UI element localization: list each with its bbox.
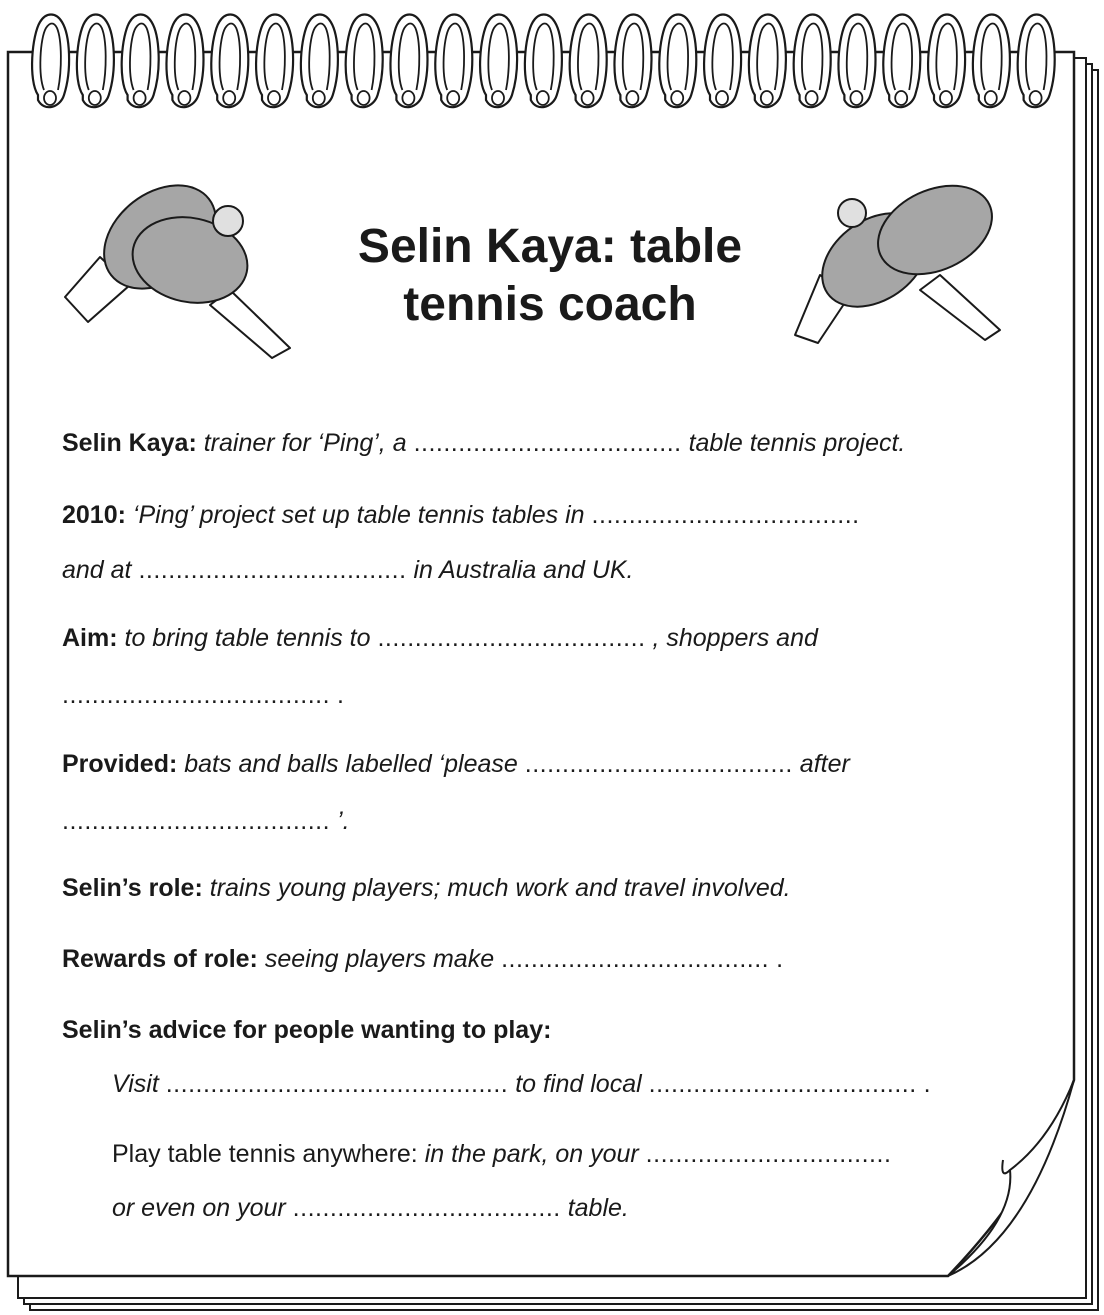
note-text: Visit bbox=[112, 1070, 159, 1098]
answer-gap[interactable]: .................................... bbox=[62, 681, 331, 709]
note-text: trains young players; much work and travel involved. bbox=[209, 874, 791, 902]
note-label: Selin Kaya: bbox=[62, 429, 197, 457]
answer-gap[interactable]: .................................... bbox=[524, 750, 793, 778]
note-line bbox=[112, 1139, 891, 1169]
answer-gap[interactable]: .................................... bbox=[501, 945, 770, 973]
note-text: trainer for ‘Ping’, a bbox=[203, 429, 407, 457]
note-text: , shoppers and bbox=[652, 624, 818, 652]
note-text: table. bbox=[567, 1194, 629, 1222]
note-text: . bbox=[776, 945, 784, 973]
note-text: after bbox=[799, 750, 850, 778]
note-line bbox=[62, 428, 905, 458]
answer-gap[interactable]: .............................................. bbox=[165, 1070, 509, 1098]
title-line-2: tennis coach bbox=[403, 278, 697, 331]
note-label: 2010: bbox=[62, 501, 126, 529]
note-text: bats and balls labelled ‘please bbox=[184, 750, 518, 778]
note-label: Selin’s advice for people wanting to play: bbox=[62, 1016, 552, 1044]
answer-gap[interactable]: .................................... bbox=[377, 624, 646, 652]
note-text: or even on your bbox=[112, 1194, 286, 1222]
note-text: and at bbox=[62, 556, 132, 584]
note-text: in the park, on your bbox=[424, 1140, 639, 1168]
note-text: ‘Ping’ project set up table tennis tables in bbox=[132, 501, 585, 529]
answer-gap[interactable]: .................................... bbox=[591, 501, 860, 529]
title-line-1: Selin Kaya: table bbox=[357, 220, 743, 273]
answer-gap[interactable]: .................................... bbox=[648, 1070, 917, 1098]
note-line bbox=[62, 873, 791, 903]
note-text: to bring table tennis to bbox=[124, 624, 371, 652]
note-line bbox=[62, 500, 860, 530]
note-line bbox=[62, 944, 783, 974]
note-line bbox=[62, 623, 818, 653]
note-label: Rewards of role: bbox=[62, 945, 258, 973]
note-text: . bbox=[923, 1070, 931, 1098]
note-line bbox=[112, 1069, 931, 1099]
note-line bbox=[62, 749, 850, 779]
answer-gap[interactable]: .................................... bbox=[62, 807, 331, 835]
note-text: table tennis project. bbox=[688, 429, 906, 457]
note-label: Provided: bbox=[62, 750, 178, 778]
note-line bbox=[62, 555, 634, 585]
answer-gap[interactable]: .................................... bbox=[413, 429, 682, 457]
note-label: Aim: bbox=[62, 624, 118, 652]
answer-gap[interactable]: .................................... bbox=[292, 1194, 561, 1222]
answer-gap[interactable]: .................................... bbox=[138, 556, 407, 584]
note-line bbox=[62, 806, 350, 836]
note-text: in Australia and UK. bbox=[413, 556, 634, 584]
note-text: Play table tennis anywhere: bbox=[112, 1140, 418, 1168]
note-text: ’. bbox=[337, 807, 350, 835]
note-text: seeing players make bbox=[264, 945, 495, 973]
note-text: to find local bbox=[515, 1070, 642, 1098]
note-text: . bbox=[337, 681, 344, 709]
answer-gap[interactable]: ................................. bbox=[645, 1140, 892, 1168]
note-line bbox=[62, 680, 344, 710]
note-line bbox=[112, 1193, 629, 1223]
note-label: Selin’s role: bbox=[62, 874, 203, 902]
note-line bbox=[62, 1015, 551, 1045]
